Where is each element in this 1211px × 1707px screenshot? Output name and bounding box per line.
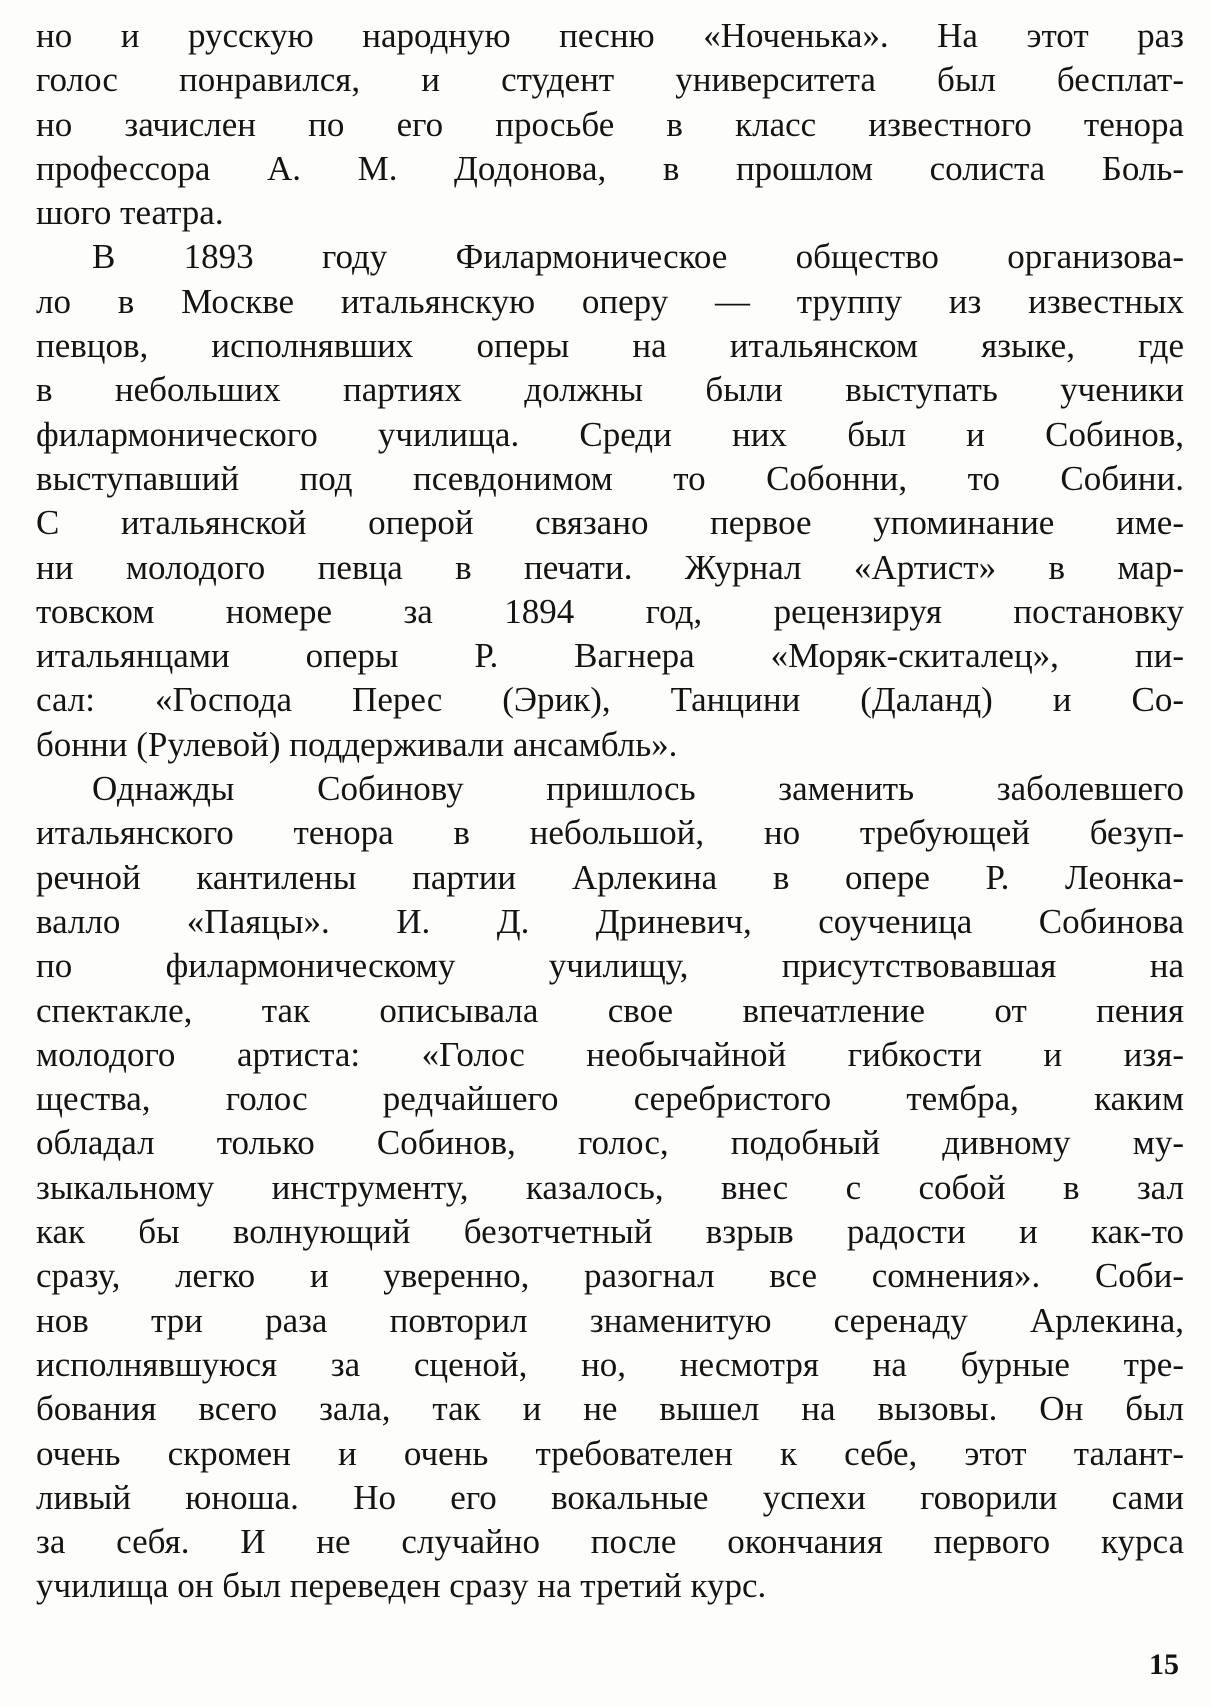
text-line: выступавший под псевдонимом то Собонни, то Собини. bbox=[36, 458, 1184, 498]
text-line: валло «Паяцы». И. Д. Дриневич, соученица Собинова bbox=[36, 901, 1184, 941]
text-line: голос понравился, и студент университета был бесплат- bbox=[36, 60, 1184, 100]
text-line: обладал только Собинов, голос, подобный дивному му- bbox=[36, 1123, 1184, 1163]
text-line: сал: «Господа Перес (Эрик), Танцини (Даланд) и Со- bbox=[36, 680, 1184, 720]
text-line: певцов, исполнявших оперы на итальянском языке, где bbox=[36, 326, 1184, 366]
paragraph bbox=[36, 767, 1184, 1609]
text-line: училища он был переведен сразу на третий курс. bbox=[36, 1566, 767, 1606]
text-line: сразу, легко и уверенно, разогнал все сомнения». Соби- bbox=[36, 1256, 1184, 1296]
text-line: ливый юноша. Но его вокальные успехи говорили сами bbox=[36, 1477, 1184, 1517]
text-line: очень скромен и очень требователен к себе, этот талант- bbox=[36, 1433, 1184, 1473]
text-line: нов три раза повторил знаменитую серенаду Арлекина, bbox=[36, 1300, 1184, 1340]
text-line: молодого артиста: «Голос необычайной гибкости и изя- bbox=[36, 1034, 1184, 1074]
body-text bbox=[36, 14, 1184, 1609]
text-line: итальянского тенора в небольшой, но требующей безуп- bbox=[36, 813, 1184, 853]
text-line: Однажды Собинову пришлось заменить заболевшего bbox=[92, 769, 1184, 809]
text-line: С итальянской оперой связано первое упоминание име- bbox=[36, 503, 1184, 543]
page-number: 15 bbox=[1149, 1648, 1179, 1681]
text-line: шого театра. bbox=[36, 193, 224, 233]
text-line: филармонического училища. Среди них был и Собинов, bbox=[36, 414, 1184, 454]
text-line: щества, голос редчайшего серебристого тембра, каким bbox=[36, 1079, 1184, 1119]
text-line: товском номере за 1894 год, рецензируя постановку bbox=[36, 591, 1184, 631]
text-line: ло в Москве итальянскую оперу — труппу из известных bbox=[36, 281, 1184, 321]
text-line: В 1893 году Филармоническое общество организова- bbox=[92, 237, 1184, 277]
text-line: исполнявшуюся за сценой, но, несмотря на бурные тре- bbox=[36, 1344, 1184, 1384]
text-line: в небольших партиях должны были выступать ученики bbox=[36, 370, 1184, 410]
text-line: за себя. И не случайно после окончания первого курса bbox=[36, 1522, 1184, 1562]
text-line: как бы волнующий безотчетный взрыв радости и как-то bbox=[36, 1212, 1184, 1252]
paragraph bbox=[36, 235, 1184, 767]
text-line: бования всего зала, так и не вышел на вызовы. Он был bbox=[36, 1389, 1184, 1429]
text-line: но и русскую народную песню «Ноченька». На этот раз bbox=[36, 16, 1184, 55]
text-line: спектакле, так описывала свое впечатление от пения bbox=[36, 990, 1184, 1030]
text-line: зыкальному инструменту, казалось, внес с собой в зал bbox=[36, 1167, 1184, 1207]
text-line: по филармоническому училищу, присутствовавшая на bbox=[36, 946, 1184, 986]
text-line: бонни (Рулевой) поддерживали ансамбль». bbox=[36, 724, 678, 764]
text-line: но зачислен по его просьбе в класс известного тенора bbox=[36, 104, 1184, 144]
paragraph bbox=[36, 14, 1184, 235]
text-line: итальянцами оперы Р. Вагнера «Моряк-скиталец», пи- bbox=[36, 636, 1184, 676]
text-line: речной кантилены партии Арлекина в опере Р. Леонка- bbox=[36, 857, 1184, 897]
text-line: ни молодого певца в печати. Журнал «Артист» в мар- bbox=[36, 547, 1184, 587]
text-line: профессора А. М. Додонова, в прошлом солиста Боль- bbox=[36, 148, 1184, 188]
